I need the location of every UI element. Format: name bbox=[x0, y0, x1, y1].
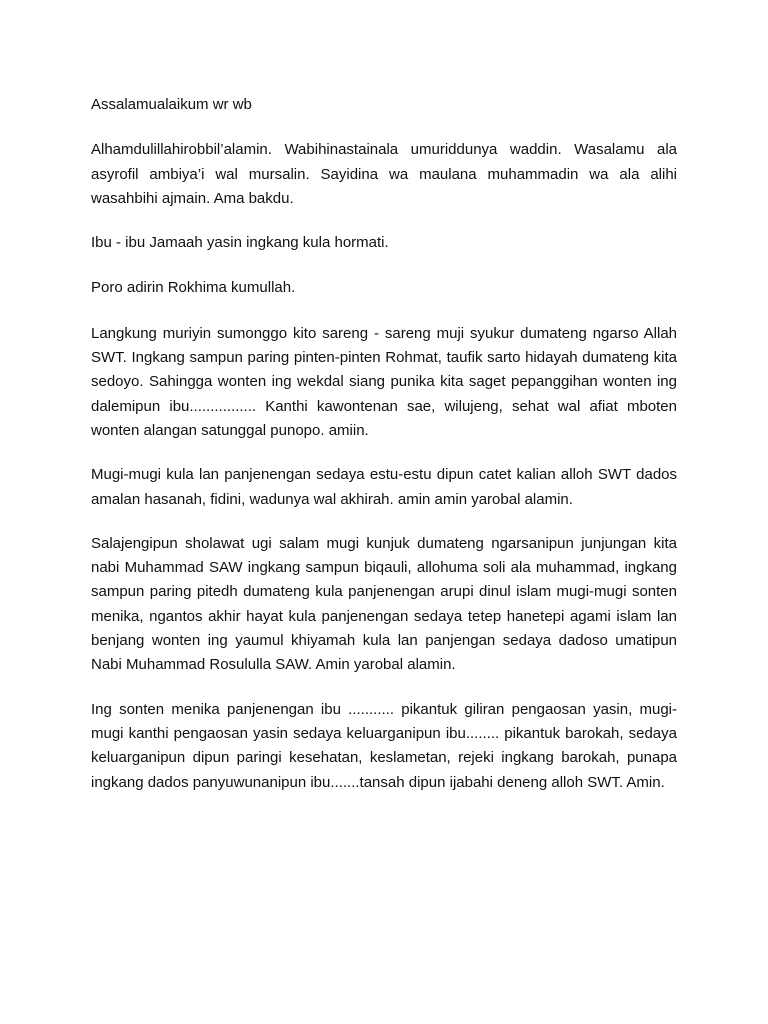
paragraph-opening-prayer: Alhamdulillahirobbil’alamin. Wabihinastainala umuriddunya waddin. Wasalamu ala asyrofil ambiya’i wal mursalin. Sayidina wa maulana muhammadin wa ala alihi wasahbihi ajmain. Ama bakdu. bbox=[91, 141, 677, 207]
paragraph-gratitude: Langkung muriyin sumonggo kito sareng - sareng muji syukur dumateng ngarso Allah SWT. Ingkang sampun paring pinten-pinten Rohmat, taufik sarto hidayah dumateng kita sedoyo. Sahingga wonten ing wekdal siang punika kita saget pepanggihan wonten ing dalemipun ibu................ Kanthi kawontenan sae, wilujeng, sehat wal afiat mboten wonten alangan satunggal punopo. amiin. bbox=[91, 324, 677, 439]
greeting: Assalamualaikum wr wb bbox=[91, 96, 252, 113]
paragraph-hope: Mugi-mugi kula lan panjenengan sedaya estu-estu dipun catet kalian alloh SWT dados amalan hasanah, fidini, wadunya wal akhirah. amin amin yarobal alamin. bbox=[91, 466, 677, 508]
paragraph-host-prayer: Ing sonten menika panjenengan ibu ........... pikantuk giliran pengaosan yasin, mugi-mugi kanthi pengaosan yasin sedaya keluarganipun ibu........ pikantuk barokah, sedaya keluarganipun dipun paringi kesehatan, keslametan, rejeki ingkang barokah, punapa ingkang dados panyuwunanipun ibu.......tansah dipun ijabahi deneng alloh SWT. Amin. bbox=[91, 700, 677, 791]
paragraph-sholawat: Salajengipun sholawat ugi salam mugi kunjuk dumateng ngarsanipun junjungan kita nabi Muhammad SAW ingkang sampun biqauli, allohuma soli ala muhammad, ingkang sampun paring pitedh dumateng kula panjenengan arupi dinul islam mugi-mugi sonten menika, ngantos akhir hayat kula panjenengan sedaya tetep hanetepi agami islam lan benjang wonten ing yaumul khiyamah kula lan panjengan sedaya dadoso umatipun Nabi Muhammad Rosululla SAW. Amin yarobal alamin. bbox=[91, 534, 677, 674]
document-body bbox=[91, 93, 677, 815]
paragraph-address-hadirin: Poro adirin Rokhima kumullah. bbox=[91, 279, 296, 297]
paragraph-address-ibu: Ibu - ibu Jamaah yasin ingkang kula hormati. bbox=[91, 234, 389, 252]
